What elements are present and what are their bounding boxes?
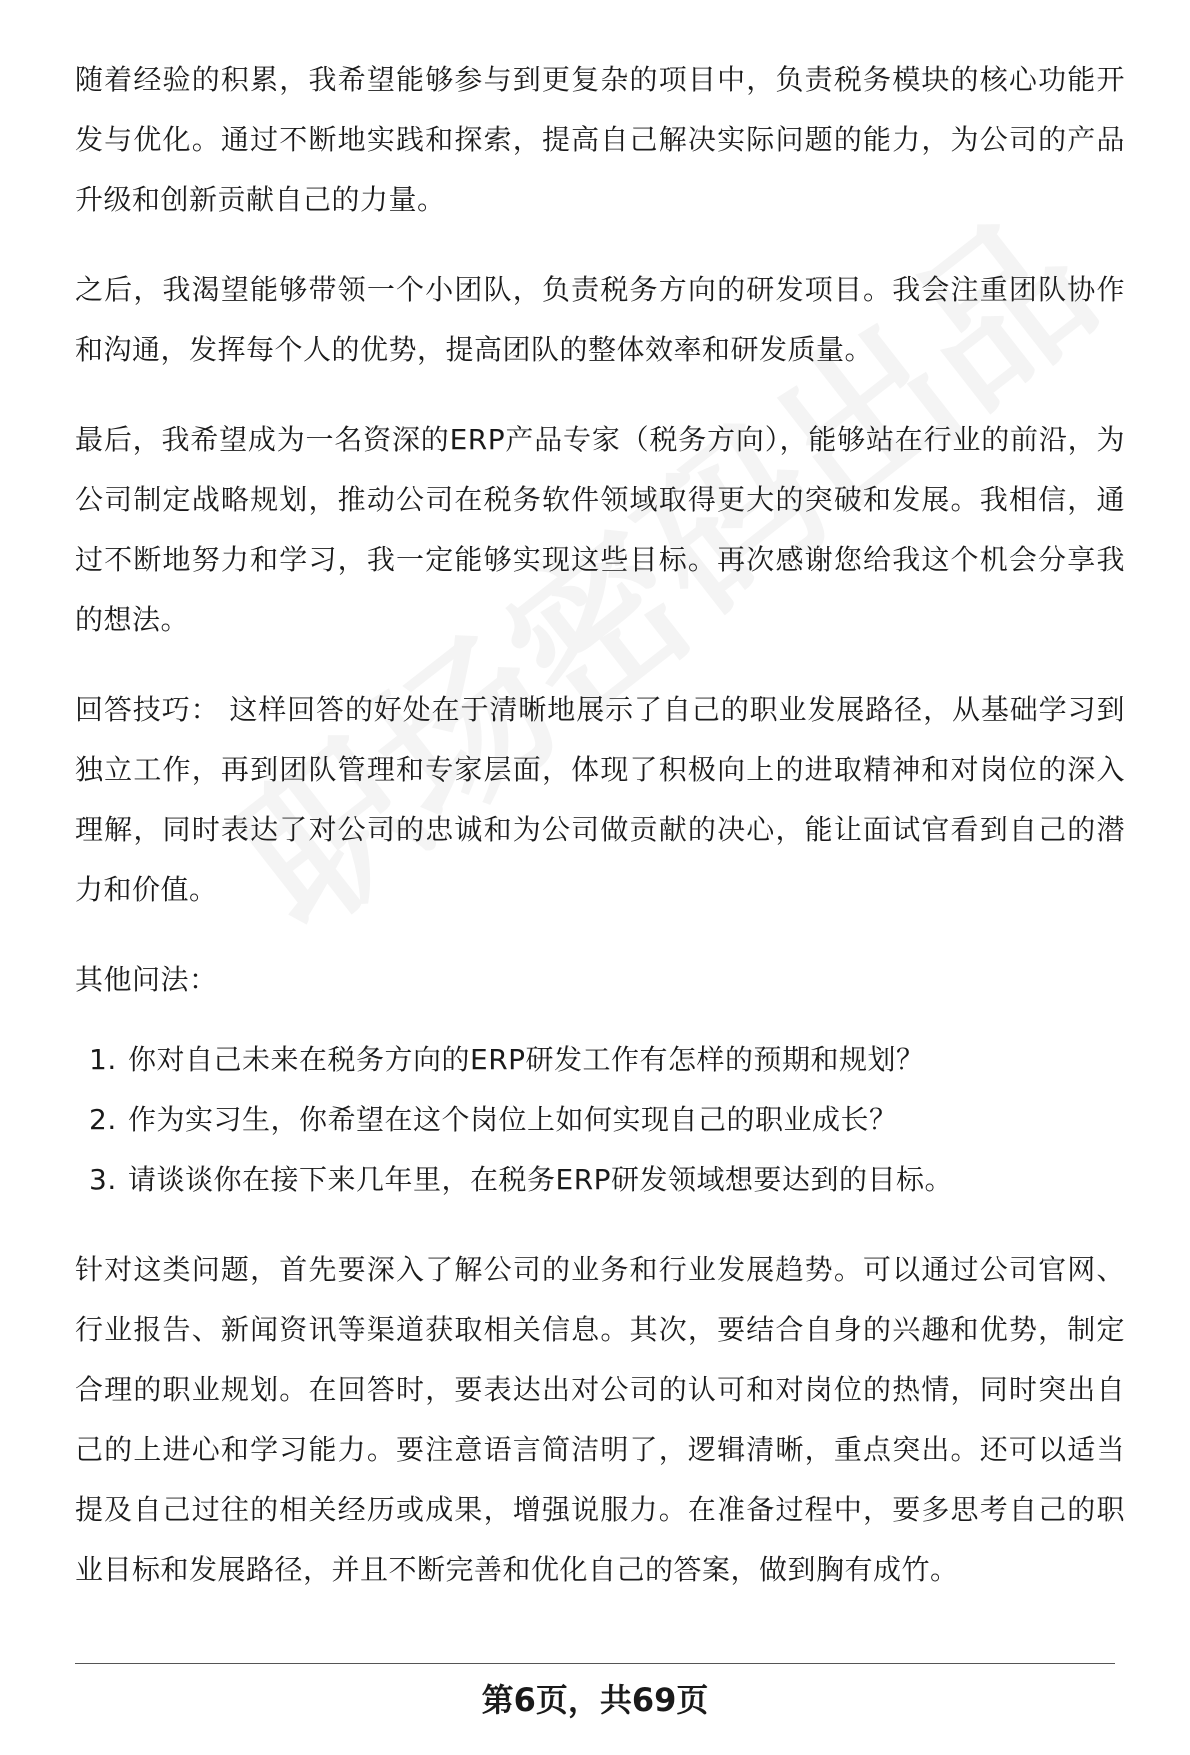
other-questions-heading: 其他问法： <box>75 963 218 996</box>
other-questions-list <box>75 1030 1125 1210</box>
paragraph-expert-goal: 最后，我希望成为一名资深的ERP产品专家（税务方向），能够站在行业的前沿，为公司制定战略规划，推动公司在税务软件领域取得更大的突破和发展。我相信，通过不断地努力和学习，我一定能够实现这些目标。再次感谢您给我这个机会分享我的想法。 <box>75 423 1125 636</box>
footer-divider <box>75 1663 1115 1664</box>
paragraph-team-lead: 之后，我渴望能够带领一个小团队，负责税务方向的研发项目。我会注重团队协作和沟通，发挥每个人的优势，提高团队的整体效率和研发质量。 <box>75 273 1125 366</box>
paragraph-preparation-advice: 针对这类问题，首先要深入了解公司的业务和行业发展趋势。可以通过公司官网、行业报告、新闻资讯等渠道获取相关信息。其次，要结合自身的兴趣和优势，制定合理的职业规划。在回答时，要表达出对公司的认可和对岗位的热情，同时突出自己的上进心和学习能力。要注意语言简洁明了，逻辑清晰，重点突出。还可以适当提及自己过往的相关经历或成果，增强说服力。在准备过程中，要多思考自己的职业目标和发展路径，并且不断完善和优化自己的答案，做到胸有成竹。 <box>75 1253 1125 1586</box>
paragraph-answer-tips: 回答技巧： 这样回答的好处在于清晰地展示了自己的职业发展路径，从基础学习到独立工作，再到团队管理和专家层面，体现了积极向上的进取精神和对岗位的深入理解，同时表达了对公司的忠诚和为公司做贡献的决心，能让面试官看到自己的潜力和价值。 <box>75 693 1125 906</box>
list-item-text: 作为实习生，你希望在这个岗位上如何实现自己的职业成长？ <box>128 1103 898 1136</box>
list-item <box>75 1030 1125 1090</box>
document-body <box>75 50 1125 1630</box>
list-item <box>75 1150 1125 1210</box>
list-item-number: 2. <box>89 1103 117 1136</box>
page-number: 第6页，共69页 <box>481 1681 709 1719</box>
list-item-number: 1. <box>89 1043 117 1076</box>
list-item <box>75 1090 1125 1150</box>
list-item-text: 请谈谈你在接下来几年里，在税务ERP研发领域想要达到的目标。 <box>128 1163 954 1196</box>
paragraph-career-growth: 随着经验的积累，我希望能够参与到更复杂的项目中，负责税务模块的核心功能开发与优化。通过不断地实践和探索，提高自己解决实际问题的能力，为公司的产品升级和创新贡献自己的力量。 <box>75 63 1125 216</box>
list-item-number: 3. <box>89 1163 117 1196</box>
list-item-text: 你对自己未来在税务方向的ERP研发工作有怎样的预期和规划？ <box>128 1043 925 1076</box>
